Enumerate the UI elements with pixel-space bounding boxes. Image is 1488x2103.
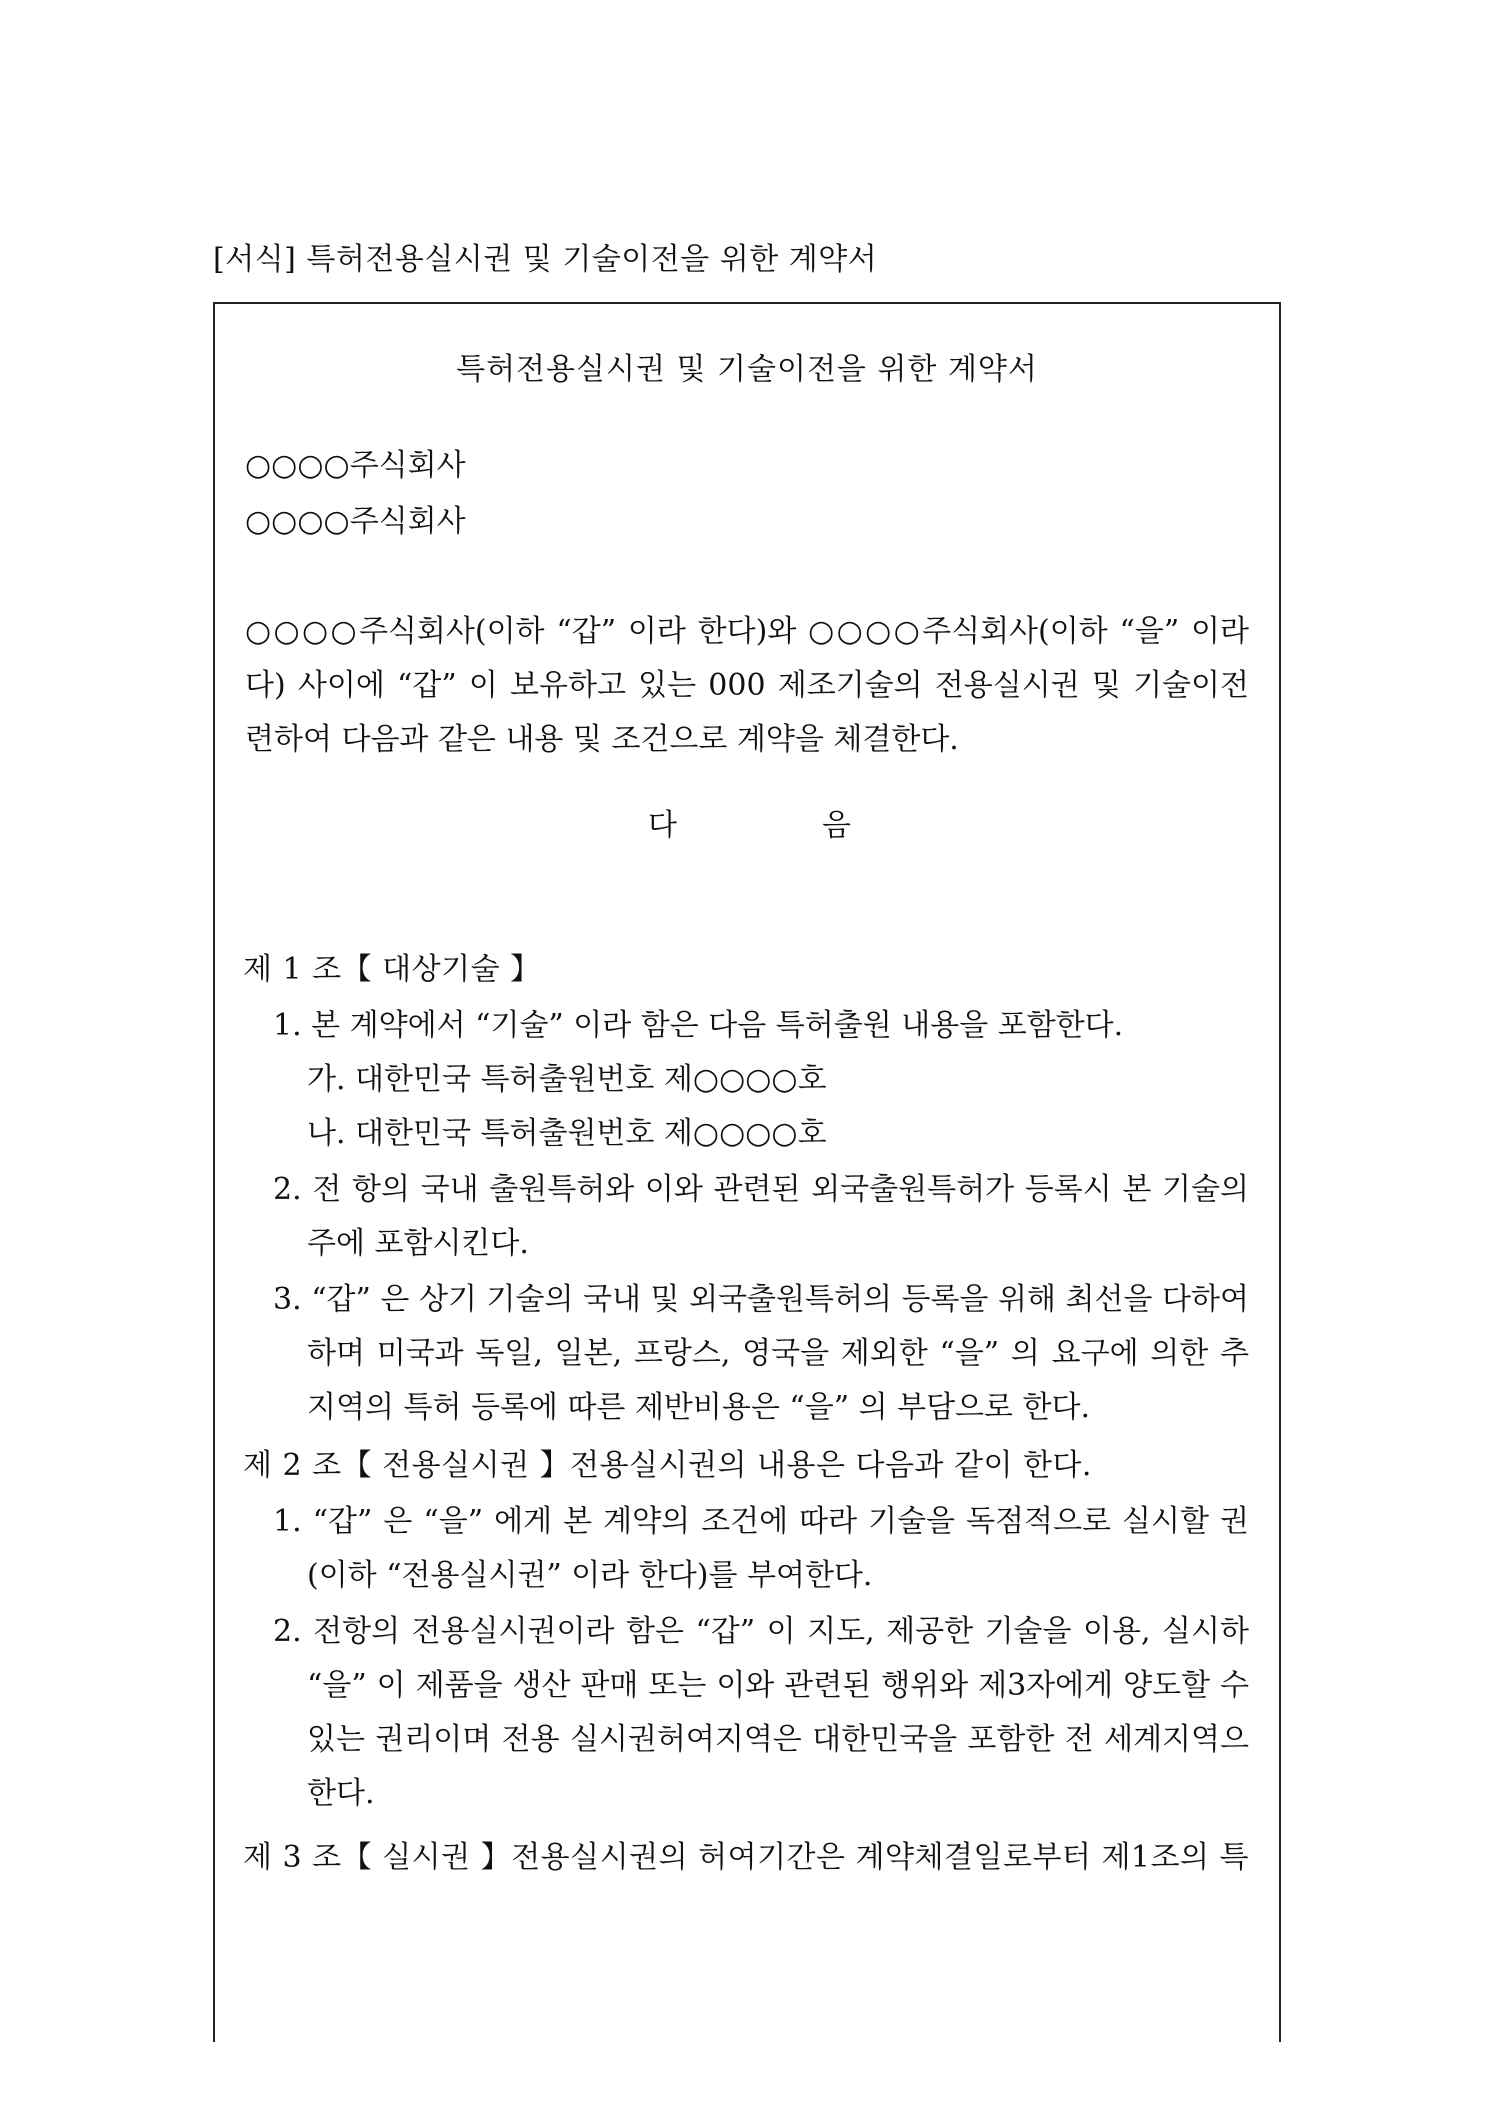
article-1-item-3-line-3: 지역의 특허 등록에 따른 제반비용은 “을” 의 부담으로 한다. bbox=[307, 1390, 1091, 1425]
contract-box bbox=[213, 302, 1281, 2042]
preamble-line-1: ○○○○주식회사(이하 “갑” 이라 한다)와 ○○○○주식회사(이하 “을” 이라 bbox=[245, 614, 1249, 649]
article-2-item-2-line-4: 한다. bbox=[307, 1776, 375, 1811]
article-2-item-1-line-2: (이하 “전용실시권” 이라 한다)를 부여한다. bbox=[307, 1558, 873, 1593]
daeum-right: 음 bbox=[822, 808, 851, 843]
article-2-item-1-line-1: 1. “갑” 은 “을” 에게 본 계약의 조건에 따라 기술을 독점적으로 실시할 권 bbox=[273, 1504, 1249, 1539]
article-1-heading: 제 1 조【 대상기술 】 bbox=[243, 952, 541, 987]
article-1-item-2-line-1: 2. 전 항의 국내 출원특허와 이와 관련된 외국출원특허가 등록시 본 기술의 bbox=[273, 1172, 1249, 1207]
party-2: ○○○○주식회사 bbox=[245, 504, 466, 539]
contract-title: 특허전용실시권 및 기술이전을 위한 계약서 bbox=[456, 352, 1038, 387]
daeum-left: 다 bbox=[648, 808, 677, 843]
article-1-item-3-line-1: 3. “갑” 은 상기 기술의 국내 및 외국출원특허의 등록을 위해 최선을 다하여 bbox=[273, 1282, 1249, 1317]
article-1-item-3-line-2: 하며 미국과 독일, 일본, 프랑스, 영국을 제외한 “을” 의 요구에 의한 추 bbox=[307, 1336, 1249, 1371]
article-1-item-1-ga: 가. 대한민국 특허출원번호 제○○○○호 bbox=[307, 1062, 827, 1097]
form-label: [서식] 특허전용실시권 및 기술이전을 위한 계약서 bbox=[213, 242, 878, 277]
preamble-line-3: 련하여 다음과 같은 내용 및 조건으로 계약을 체결한다. bbox=[245, 722, 959, 757]
article-2-item-2-line-1: 2. 전항의 전용실시권이라 함은 “갑” 이 지도, 제공한 기술을 이용, 실시하 bbox=[273, 1614, 1249, 1649]
preamble-line-2: 다) 사이에 “갑” 이 보유하고 있는 000 제조기술의 전용실시권 및 기술이전 bbox=[245, 668, 1249, 703]
article-2-heading: 제 2 조【 전용실시권 】전용실시권의 내용은 다음과 같이 한다. bbox=[243, 1448, 1092, 1483]
article-1-item-1: 1. 본 계약에서 “기술” 이라 함은 다음 특허출원 내용을 포함한다. bbox=[273, 1008, 1124, 1043]
party-1: ○○○○주식회사 bbox=[245, 448, 466, 483]
article-2-item-2-line-3: 있는 권리이며 전용 실시권허여지역은 대한민국을 포함한 전 세계지역으 bbox=[307, 1722, 1249, 1757]
article-1-item-2-line-2: 주에 포함시킨다. bbox=[307, 1226, 529, 1261]
article-2-item-2-line-2: “을” 이 제품을 생산 판매 또는 이와 관련된 행위와 제3자에게 양도할 수 bbox=[307, 1668, 1249, 1703]
article-3-heading: 제 3 조【 실시권 】전용실시권의 허여기간은 계약체결일로부터 제1조의 특 bbox=[243, 1840, 1249, 1875]
article-1-item-1-na: 나. 대한민국 특허출원번호 제○○○○호 bbox=[307, 1116, 827, 1151]
